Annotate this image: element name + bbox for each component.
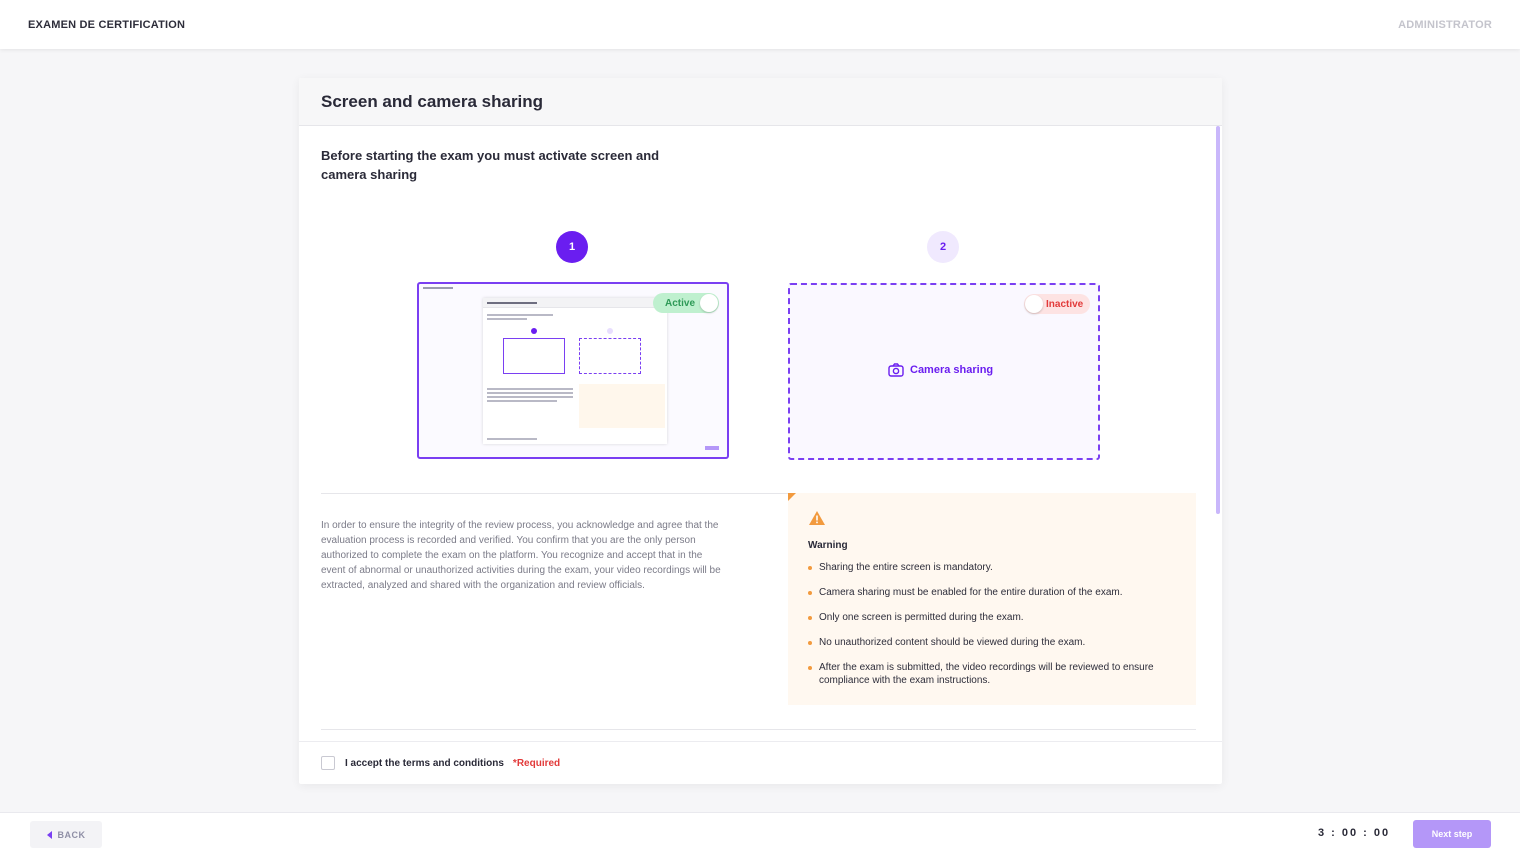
user-role-label[interactable]: ADMINISTRATOR — [1398, 18, 1492, 31]
card-header — [299, 78, 1222, 126]
back-button[interactable] — [30, 821, 102, 848]
warning-triangle-icon — [808, 510, 826, 526]
toggle-knob — [1025, 295, 1043, 313]
page-title: Screen and camera sharing — [321, 91, 544, 111]
camera-sharing-button[interactable] — [888, 363, 993, 377]
next-step-button[interactable]: Next step — [1413, 820, 1491, 848]
consent-text: In order to ensure the integrity of the review process, you acknowledge and agree that the evaluation process is recorded and verified. You confirm that you are the only person authorized to complete the exam on the platform. You recognize and accept that in the event of abnormal or unauthorized activities during the exam, your video recordings will be extracted, analyzed and shared with the organization and review officials. — [321, 520, 721, 591]
toggle-knob — [700, 294, 718, 312]
warning-item: Sharing the entire screen is mandatory. — [808, 561, 1178, 574]
warning-corner-accent — [788, 493, 796, 501]
toggle-status-label: Active — [665, 297, 696, 309]
footer-bar — [0, 812, 1520, 855]
screen-sharing-panel[interactable] — [417, 282, 729, 459]
caret-left-icon — [47, 831, 52, 839]
toggle-status-label: Inactive — [1046, 298, 1084, 310]
warning-item: Only one screen is permitted during the exam. — [808, 611, 1178, 624]
warning-box — [788, 493, 1196, 705]
required-indicator: *Required — [512, 757, 561, 769]
scrollbar[interactable] — [1216, 126, 1220, 514]
warning-title: Warning — [808, 540, 848, 551]
sharing-card — [299, 78, 1222, 784]
step-2-badge: 2 — [927, 231, 959, 263]
divider — [321, 729, 1196, 730]
exam-timer: 3 : 00 : 00 — [1318, 827, 1391, 839]
app-title: EXAMEN DE CERTIFICATION — [28, 18, 186, 31]
camera-sharing-panel[interactable] — [788, 283, 1100, 460]
warning-item: After the exam is submitted, the video recordings will be reviewed to ensure compliance with the exam instructions. — [808, 661, 1178, 687]
step-1-badge: 1 — [556, 231, 588, 263]
terms-row — [299, 741, 1222, 784]
warning-list — [808, 561, 1178, 699]
camera-icon — [888, 363, 904, 377]
warning-item: No unauthorized content should be viewed during the exam. — [808, 636, 1178, 649]
back-button-label: BACK — [57, 829, 86, 840]
intro-text: Before starting the exam you must activate screen and camera sharing — [321, 148, 660, 182]
camera-sharing-toggle[interactable] — [1024, 294, 1090, 314]
terms-label[interactable]: I accept the terms and conditions — [345, 757, 504, 769]
camera-sharing-label: Camera sharing — [910, 364, 994, 376]
divider — [321, 493, 788, 494]
top-bar — [0, 0, 1520, 49]
warning-item: Camera sharing must be enabled for the entire duration of the exam. — [808, 586, 1178, 599]
terms-checkbox[interactable] — [321, 756, 335, 770]
screen-sharing-toggle[interactable] — [653, 293, 719, 313]
